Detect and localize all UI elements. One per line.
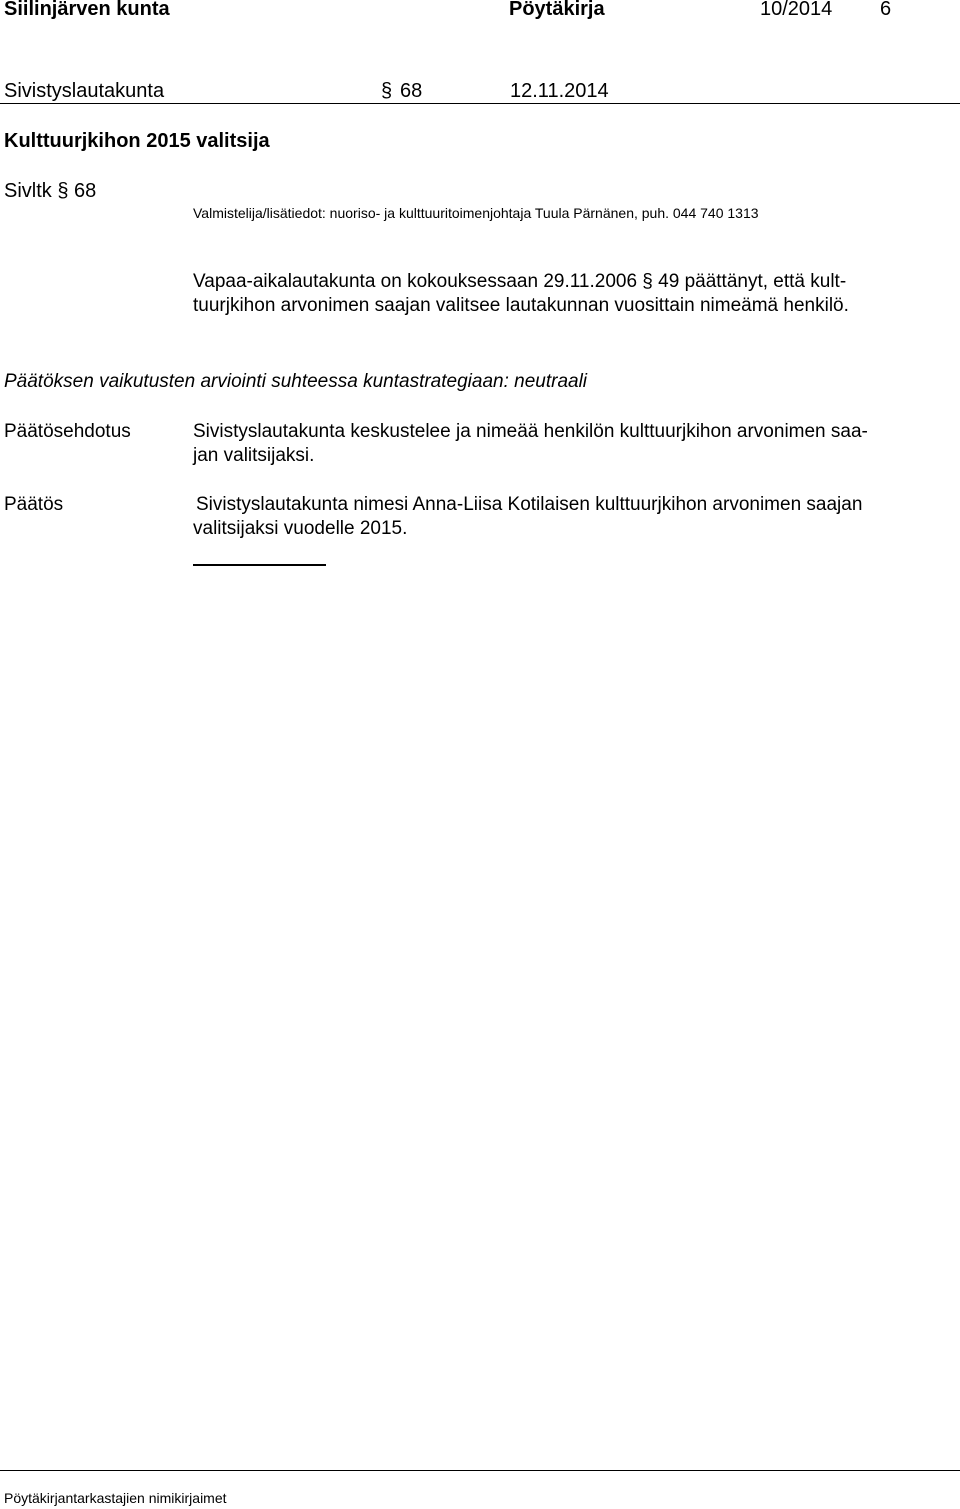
- reference-prefix: Sivltk: [4, 180, 52, 202]
- impact-assessment: Päätöksen vaikutusten arviointi suhteessa kuntastrategiaan: neutraali: [4, 371, 588, 392]
- meeting-date: 12.11.2014: [510, 80, 609, 102]
- header-divider: [0, 103, 960, 104]
- document-type: Pöytäkirja: [509, 0, 605, 20]
- reference-number: 68: [74, 180, 97, 202]
- item-title: Kulttuurjkihon 2015 valitsija: [4, 130, 270, 152]
- decision-line-1: Sivistyslautakunta nimesi Anna-Liisa Kotilaisen kulttuurjkihon arvonimen saajan: [196, 494, 863, 515]
- background-text-a: Vapaa-aikalautakunta on kokouksessaan 29.11.2006: [193, 271, 638, 292]
- decision-line-2: valitsijaksi vuodelle 2015.: [193, 518, 408, 539]
- footer-divider: [0, 1470, 960, 1471]
- section-symbol: §: [381, 80, 393, 102]
- background-line-1: [193, 270, 846, 294]
- reference-symbol: §: [57, 180, 69, 202]
- meeting-body: Sivistyslautakunta: [4, 80, 165, 102]
- proposal-line-2: jan valitsijaksi.: [193, 445, 315, 466]
- document-number: 10/2014: [760, 0, 833, 20]
- closing-rule: [193, 564, 326, 566]
- municipality-name: Siilinjärven kunta: [4, 0, 170, 20]
- decision-label: Päätös: [4, 494, 64, 515]
- page-number: 6: [880, 0, 892, 20]
- proposal-label: Päätösehdotus: [4, 421, 131, 442]
- background-line-2: tuurjkihon arvonimen saajan valitsee lautakunnan vuosittain nimeämä henkilö.: [193, 295, 849, 316]
- item-reference: [4, 180, 96, 203]
- section-number: 68: [400, 80, 423, 102]
- signature-label: Pöytäkirjantarkastajien nimikirjaimet: [4, 1490, 227, 1506]
- preparer-info: Valmistelija/lisätiedot: nuoriso- ja kulttuuritoimenjohtaja Tuula Pärnänen, puh. 044 740 1313: [193, 205, 759, 221]
- proposal-line-1: Sivistyslautakunta keskustelee ja nimeää henkilön kulttuurjkihon arvonimen saa-: [193, 421, 868, 442]
- background-text-b: 49 päättänyt, että kult-: [658, 271, 847, 292]
- background-symbol: §: [642, 271, 653, 292]
